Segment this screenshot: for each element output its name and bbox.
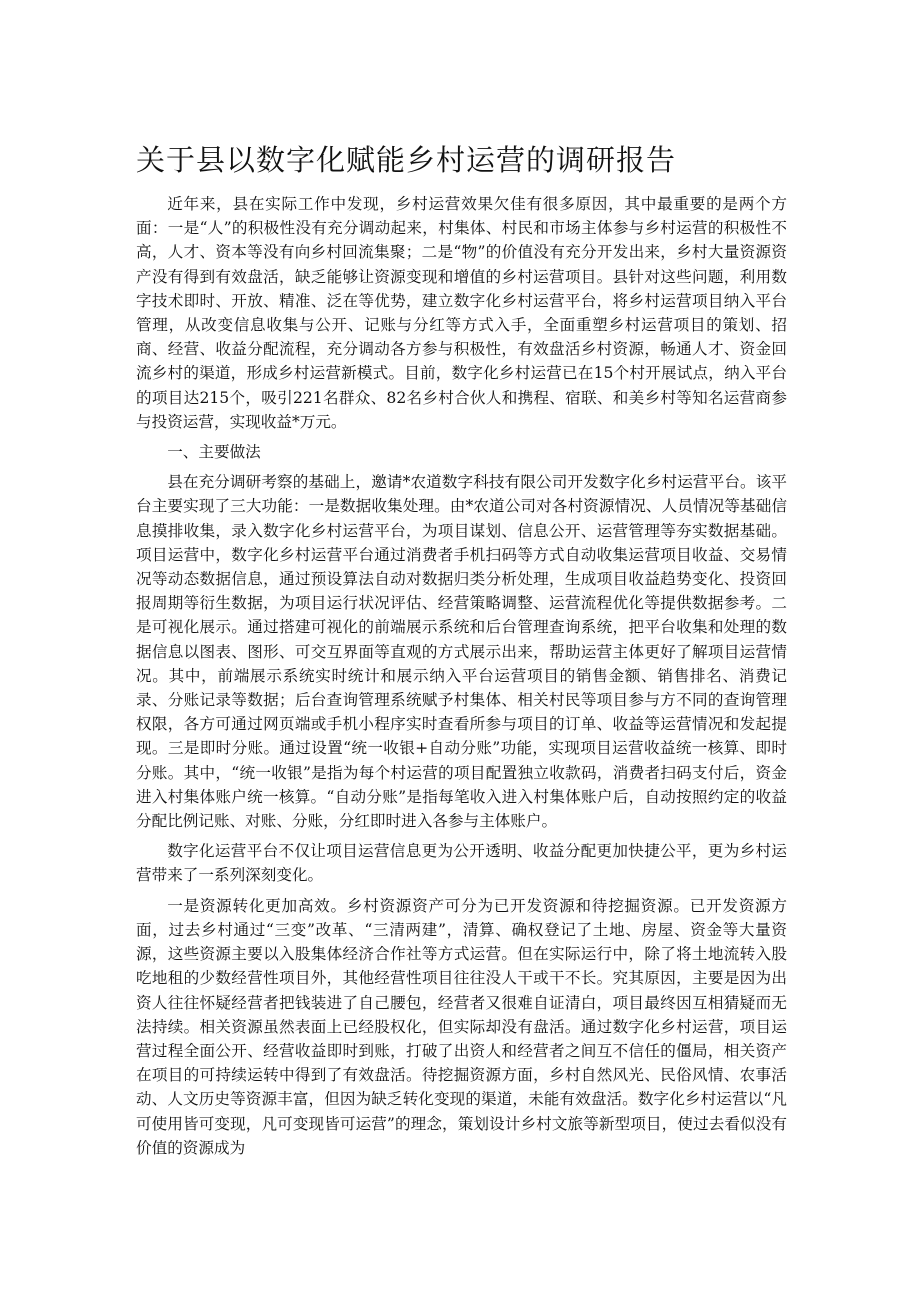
document-body	[136, 192, 787, 1160]
document-title: 关于县以数字化赋能乡村运营的调研报告	[136, 143, 677, 177]
paragraph-resource-conversion: 一是资源转化更加高效。乡村资源资产可分为已开发资源和待挖掘资源。已开发资源方面，过去乡村通过“三变”改革、“三清两建”，清算、确权登记了土地、房屋、资金等大量资源，这些资源主要以入股集体经济合作社等方式运营。但在实际运行中，除了将土地流转入股吃地租的少数经营性项目外，其他经营性项目往往没人干或干不长。究其原因，主要是因为出资人往往怀疑经营者把钱装进了自己腰包，经营者又很难自证清白，项目最终因互相猜疑而无法持续。相关资源虽然表面上已经股权化，但实际却没有盘活。通过数字化乡村运营，项目运营过程全面公开、经营收益即时到账，打破了出资人和经营者之间互不信任的僵局，相关资产在项目的可持续运转中得到了有效盘活。待挖掘资源方面，乡村自然风光、民俗风情、农事活动、人文历史等资源丰富，但因为缺乏转化变现的渠道，未能有效盘活。数字化乡村运营以“凡可使用皆可变现，凡可变现皆可运营”的理念，策划设计乡村文旅等新型项目，使过去看似没有价值的资源成为	[136, 896, 787, 1157]
section-heading-main-practices: 一、主要做法	[167, 443, 261, 462]
paragraph-intro: 近年来，县在实际工作中发现，乡村运营效果欠佳有很多原因，其中最重要的是两个方面：一是“人”的积极性没有充分调动起来，村集体、村民和市场主体参与乡村运营的积极性不高，人才、资本等没有向乡村回流集聚；二是“物”的价值没有充分开发出来，乡村大量资源资产没有得到有效盘活，缺乏能够让资源变现和增值的乡村运营项目。县针对这些问题，利用数字技术即时、开放、精准、泛在等优势，建立数字化乡村运营平台，将乡村运营项目纳入平台管理，从改变信息收集与公开、记账与分红等方式入手，全面重塑乡村运营项目的策划、招商、经营、收益分配流程，充分调动各方参与积极性，有效盘活乡村资源，畅通人才、资金回流乡村的渠道，形成乡村运营新模式。目前，数字化乡村运营已在15个村开展试点，纳入平台的项目达215个，吸引221名群众、82名乡村合伙人和携程、宿联、和美乡村等知名运营商参与投资运营，实现收益*万元。	[136, 195, 787, 431]
paragraph-platform-functions: 县在充分调研考察的基础上，邀请*农道数字科技有限公司开发数字化乡村运营平台。该平台主要实现了三大功能：一是数据收集处理。由*农道公司对各村资源情况、人员情况等基础信息摸排收集，录入数字化乡村运营平台，为项目谋划、信息公开、运营管理等夯实数据基础。项目运营中，数字化乡村运营平台通过消费者手机扫码等方式自动收集运营项目收益、交易情况等动态数据信息，通过预设算法自动对数据归类分析处理，生成项目收益趋势变化、投资回报周期等衍生数据，为项目运行状况评估、经营策略调整、运营流程优化等提供数据参考。二是可视化展示。通过搭建可视化的前端展示系统和后台管理查询系统，把平台收集和处理的数据信息以图表、图形、可交互界面等直观的方式展示出来，帮助运营主体更好了解项目运营情况。其中，前端展示系统实时统计和展示纳入平台运营项目的销售金额、销售排名、消费记录、分账记录等数据；后台查询管理系统赋予村集体、相关村民等项目参与方不同的查询管理权限，各方可通过网页端或手机小程序实时查看所参与项目的订单、收益等运营情况和发起提现。三是即时分账。通过设置“统一收银+自动分账”功能，实现项目运营收益统一核算、即时分账。其中，“统一收银”是指为每个村运营的项目配置独立收款码，消费者扫码支付后，资金进入村集体账户统一核算。“自动分账”是指每笔收入进入村集体账户后，自动按照约定的收益分配比例记账、对账、分账，分红即时进入各参与主体账户。	[136, 473, 787, 831]
paragraph-changes-summary: 数字化运营平台不仅让项目运营信息更为公开透明、收益分配更加快捷公平，更为乡村运营带来了一系列深刻变化。	[136, 842, 787, 885]
